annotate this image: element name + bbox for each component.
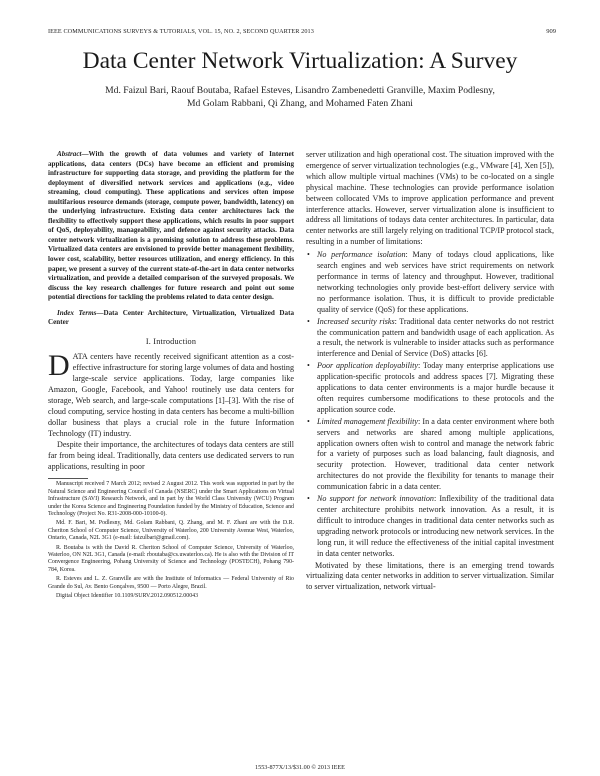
author-list — [60, 84, 540, 110]
left-column — [48, 150, 294, 601]
limitation-title: Increased security risks — [317, 316, 395, 326]
body-paragraph: Motivated by these limitations, there is an emerging trend towards virtualizing data center networks in addition to server virtualization. Similar to server virtualization, network virtual- — [306, 560, 554, 592]
limitation-title: Poor application deployability — [317, 361, 418, 371]
limitation-text: : Many of todays cloud applications, like search engines and web services have strict requirements on network performance in terms of latency and throughput. However, traditional networking technologies only provide best-effort delivery service with no performance isolation. Thus, it is difficult to provide predictable quality of service (QoS) for these applications. — [317, 250, 554, 314]
bullet-icon: • — [307, 361, 310, 371]
doi: Digital Object Identifier 10.1109/SURV.2012.090512.00043 — [56, 593, 199, 600]
index-terms-text: —Data Center Architecture, Virtualization, Virtualized Data Center — [48, 308, 294, 327]
limitation-title: Limited management flexibility — [317, 416, 418, 426]
list-item — [306, 417, 554, 493]
limitation-title: No support for network innovation — [317, 494, 434, 504]
author-line: Md Golam Rabbani, Qi Zhang, and Mohamed Faten Zhani — [187, 98, 413, 109]
index-terms — [48, 309, 294, 328]
limitation-text: : Traditional data center networks do not restrict the communication pattern and bandwidth usage of each application. As a result, the network is vulnerable to insider attacks such as performance interference and Denial of Service (DoS) attacks [6]. — [317, 316, 554, 359]
bullet-icon: • — [307, 416, 310, 426]
bullet-icon: • — [307, 316, 310, 326]
footnote-rule — [48, 478, 88, 479]
abstract-text: —With the growth of data volumes and variety of Internet applications, data centers (DCs) have become an efficient and promising infrastructure for supporting data storage, and providing the platform for the deployment of diversified network services and applications (e.g., video streaming, cloud computing). These applications and services often impose multifarious resource demands (storage, compute power, bandwidth, latency) on the underlying infrastructure. Existing data center architectures lack the flexibility to effectively support these applications, which results in poor support of QoS, deployability, manageability, and defence against security attacks. Data center network virtualization is a promising solution to address these problems. Virtualized data centers are envisioned to provide better management flexibility, lower cost, scalability, better resources utilization, and energy efficiency. In this paper, we present a survey of the current state-of-the-art in data center networks virtualization, and provide a detailed comparison of the surveyed proposals. We discuss the key research challenges for future research and point out some potential directions for tackling the problems related to data center design. — [48, 150, 294, 302]
author-line: Md. Faizul Bari, Raouf Boutaba, Rafael Esteves, Lisandro Zambenedetti Granville, Maxim Podlesny, — [105, 85, 495, 96]
list-item — [306, 317, 554, 361]
drop-cap: D — [48, 349, 70, 383]
list-item — [306, 494, 554, 559]
paper-title: Data Center Network Virtualization: A Survey — [82, 48, 518, 74]
footnote: Md. F. Bari, M. Podlesny, Md. Golam Rabbani, Q. Zhang, and M. F. Zhani are with the D.R. Cheriton School of Computer Science, University of Waterloo, 200 University Avenue West, Waterloo, Ontario, Canada, N2L 3G1 (e-mail: faizulbari@gmail.com). — [48, 520, 294, 542]
intro-paragraph: Despite their importance, the architectures of todays data centers are still far from being ideal. Traditionally, data centers use dedicated servers to run applications, resulting in poor — [48, 439, 294, 471]
limitation-text: : In a data center environment where both servers and networks are shared among multiple applications, application owners often wish to control and manage the network fabric for a variety of purposes such as load balancing, fault diagnosis, and security protection. However, traditional data center network architectures do not provide the flexibility for tenants to manage their communication fabric in a data center. — [317, 416, 554, 492]
intro-paragraph-text: ATA centers have recently received significant attention as a cost-effective infrastructure for storing large volumes of data and hosting large-scale service applications. Today, large companies like Amazon, Google, Facebook, and Yahoo! routinely use data centers for storage, Web search, and large-scale computations [1]–[3]. With the rise of cloud computing, service hosting in data centers has become a multi-billion dollar business that plays a crucial role in the future Information Technology (IT) industry. — [48, 352, 294, 438]
footnote: R. Boutaba is with the David R. Cheriton School of Computer Science, University of Waterloo, Waterloo, ON N2L 3G1, Canada (e-mail: rboutaba@cs.uwaterloo.ca). He is also with the Division of IT Convergence Engineering, Pohang University of Science and Technology (POSTECH), Pohang 790-784, Korea. — [48, 544, 294, 573]
list-item — [306, 250, 554, 315]
limitation-text: : Inflexibility of the traditional data center architecture prohibits network innovation. As a result, it is difficult to introduce changes in traditional data center networks such as upgrading network protocols or introducing new network services. In the long run, it will reduce the effectiveness of the initial capital investment in data center networks. — [317, 494, 554, 558]
introduction — [48, 349, 294, 472]
abstract-lead: Abstract — [57, 150, 82, 158]
limitation-text: : Today many enterprise applications use application-specific protocols and address spaces [7]. Migrating these applications to data center environments is a major hurdle because it often requires cumbersome modifications to these protocols and the application source code. — [317, 361, 554, 414]
page-number: 909 — [546, 28, 556, 35]
copyright-footer: 1553-877X/13/$31.00 © 2013 IEEE — [255, 764, 345, 771]
body-paragraph: server utilization and high operational cost. The situation improved with the emergence of server virtualization technologies (e.g., VMware [4], Xen [5]), which allow multiple virtual machines (VMs) to be co-located on a single physical machine. These technologies can provide performance isolation between collocated VMs to improve application performance and prevent interference attacks. However, server virtualization alone is insufficient to address all limitations of todays data center architectures. In particular, data center networks are still largely relying on traditional TCP/IP protocol stack, resulting in a number of limitations: — [306, 150, 554, 247]
index-terms-lead: Index Terms — [57, 308, 97, 317]
journal-header: IEEE COMMUNICATIONS SURVEYS & TUTORIALS, VOL. 15, NO. 2, SECOND QUARTER 2013 — [48, 28, 314, 35]
abstract — [48, 150, 294, 303]
bullet-icon: • — [307, 250, 310, 260]
right-column — [306, 150, 554, 593]
footnote: Manuscript received 7 March 2012; revised 2 August 2012. This work was supported in part by the Natural Science and Engineering Council of Canada (NSERC) under the Smart Applications on Virtual Infrastructure (SAVI) Research Network, and in part by the World Class University (WCU) Program under the Korea Science and Engineering Foundation funded by the Ministry of Education, Science and Technology (Project No. R31-2008-000-10100-0). — [48, 481, 294, 518]
section-heading: I. Introduction — [145, 336, 197, 346]
list-item — [306, 361, 554, 416]
intro-paragraph — [48, 349, 294, 439]
bullet-icon: • — [307, 494, 310, 504]
footnote: R. Esteves and L. Z. Granville are with the Institute of Informatics — Federal University of Rio Grande do Sul, Av. Bento Gonçalves, 9500 — Porto Alegre, Brazil. — [48, 576, 294, 590]
limitation-title: No performance isolation — [317, 250, 406, 260]
limitations-list — [306, 250, 554, 559]
